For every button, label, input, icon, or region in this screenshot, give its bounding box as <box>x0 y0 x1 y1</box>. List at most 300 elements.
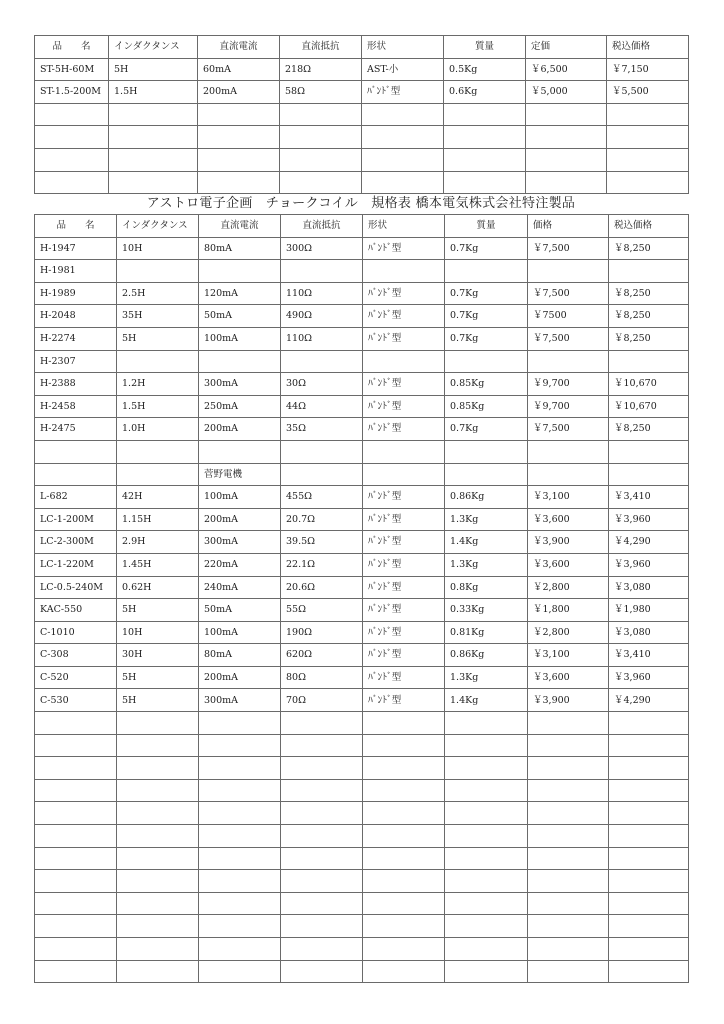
cell-price <box>528 463 609 486</box>
cell-inductance <box>117 825 199 848</box>
cell-shape <box>363 802 445 825</box>
cell-name <box>35 779 117 802</box>
cell-shape <box>363 915 445 938</box>
cell-mass <box>444 148 526 171</box>
cell-shape: ﾊﾞﾝﾄﾞ型 <box>363 689 445 712</box>
cell-shape <box>363 260 445 283</box>
cell-name: H-1989 <box>35 282 117 305</box>
cell-price <box>528 260 609 283</box>
cell-name: KAC-550 <box>35 599 117 622</box>
cell-shape <box>363 960 445 983</box>
cell-price: ￥3,100 <box>528 486 609 509</box>
cell-price: ￥3,600 <box>528 666 609 689</box>
cell-shape <box>362 171 444 194</box>
cell-tax-price <box>609 938 689 961</box>
cell-dc-resistance <box>281 915 363 938</box>
cell-dc-resistance <box>280 171 362 194</box>
cell-inductance <box>117 440 199 463</box>
cell-dc-resistance: 30Ω <box>281 373 363 396</box>
cell-dc-current: 300mA <box>199 689 281 712</box>
cell-shape <box>363 892 445 915</box>
table-row <box>35 508 689 531</box>
cell-mass <box>445 915 528 938</box>
cell-tax-price <box>609 350 689 373</box>
cell-inductance: 1.2H <box>117 373 199 396</box>
cell-dc-current: 100mA <box>199 621 281 644</box>
cell-dc-resistance <box>281 440 363 463</box>
cell-mass <box>445 757 528 780</box>
cell-name <box>35 757 117 780</box>
cell-dc-resistance: 44Ω <box>281 395 363 418</box>
table-row <box>35 757 689 780</box>
cell-inductance: 1.45H <box>117 553 199 576</box>
cell-name: H-2388 <box>35 373 117 396</box>
cell-name <box>35 440 117 463</box>
cell-shape: ﾊﾞﾝﾄﾞ型 <box>363 282 445 305</box>
table-row <box>35 418 689 441</box>
cell-name <box>35 825 117 848</box>
cell-inductance <box>117 960 199 983</box>
cell-mass <box>445 825 528 848</box>
cell-inductance: 2.9H <box>117 531 199 554</box>
cell-dc-current: 50mA <box>199 305 281 328</box>
table-row <box>35 666 689 689</box>
cell-price <box>528 938 609 961</box>
cell-tax-price <box>609 847 689 870</box>
table-row <box>35 282 689 305</box>
cell-shape <box>363 938 445 961</box>
cell-shape <box>362 148 444 171</box>
cell-dc-resistance <box>281 870 363 893</box>
cell-price: ￥7,500 <box>528 327 609 350</box>
cell-tax-price <box>609 892 689 915</box>
cell-name: H-2458 <box>35 395 117 418</box>
cell-price <box>526 171 607 194</box>
cell-price <box>528 870 609 893</box>
cell-price <box>528 960 609 983</box>
cell-tax-price <box>607 126 689 149</box>
cell-shape: ﾊﾞﾝﾄﾞ型 <box>363 508 445 531</box>
cell-price: ￥5,000 <box>526 81 607 104</box>
table-row <box>35 644 689 667</box>
header-dc-resistance: 直流抵抗 <box>281 215 363 238</box>
cell-dc-resistance <box>281 734 363 757</box>
cell-price: ￥6,500 <box>526 58 607 81</box>
cell-price <box>528 825 609 848</box>
cell-tax-price <box>609 870 689 893</box>
cell-dc-current: 200mA <box>199 418 281 441</box>
cell-price <box>528 757 609 780</box>
cell-dc-current <box>199 350 281 373</box>
cell-dc-current <box>199 757 281 780</box>
cell-mass <box>444 126 526 149</box>
cell-mass <box>445 847 528 870</box>
cell-dc-current: 300mA <box>199 373 281 396</box>
table-header-row <box>35 215 689 238</box>
table-row <box>35 938 689 961</box>
cell-mass: 0.6Kg <box>444 81 526 104</box>
cell-dc-resistance <box>280 103 362 126</box>
cell-shape: ﾊﾞﾝﾄﾞ型 <box>363 621 445 644</box>
cell-name <box>35 802 117 825</box>
table-row <box>35 126 689 149</box>
cell-shape: ﾊﾞﾝﾄﾞ型 <box>363 666 445 689</box>
cell-name: H-1947 <box>35 237 117 260</box>
cell-inductance <box>117 938 199 961</box>
cell-price: ￥3,600 <box>528 553 609 576</box>
table-row <box>35 712 689 735</box>
cell-mass <box>445 938 528 961</box>
table-row <box>35 779 689 802</box>
cell-shape: ﾊﾞﾝﾄﾞ型 <box>362 81 444 104</box>
cell-shape: ﾊﾞﾝﾄﾞ型 <box>363 373 445 396</box>
cell-dc-resistance <box>281 938 363 961</box>
cell-dc-current: 120mA <box>199 282 281 305</box>
cell-tax-price: ￥3,960 <box>609 508 689 531</box>
cell-tax-price: ￥4,290 <box>609 689 689 712</box>
cell-shape <box>363 350 445 373</box>
cell-dc-resistance: 58Ω <box>280 81 362 104</box>
cell-name <box>35 712 117 735</box>
cell-dc-resistance <box>281 847 363 870</box>
cell-name: C-308 <box>35 644 117 667</box>
cell-mass: 0.85Kg <box>445 373 528 396</box>
cell-price: ￥9,700 <box>528 395 609 418</box>
cell-shape: ﾊﾞﾝﾄﾞ型 <box>363 531 445 554</box>
cell-dc-resistance: 55Ω <box>281 599 363 622</box>
cell-mass: 0.7Kg <box>445 237 528 260</box>
cell-dc-current: 250mA <box>199 395 281 418</box>
table-row <box>35 171 689 194</box>
header-dc-resistance: 直流抵抗 <box>280 36 362 59</box>
cell-inductance <box>109 171 198 194</box>
header-name: 品 名 <box>35 215 117 238</box>
cell-dc-current: 80mA <box>199 644 281 667</box>
table-row <box>35 463 689 486</box>
cell-mass: 1.3Kg <box>445 553 528 576</box>
cell-shape: ﾊﾞﾝﾄﾞ型 <box>363 395 445 418</box>
cell-tax-price: ￥3,080 <box>609 621 689 644</box>
cell-shape <box>363 463 445 486</box>
cell-dc-current <box>199 915 281 938</box>
cell-dc-resistance: 110Ω <box>281 282 363 305</box>
cell-mass <box>445 779 528 802</box>
cell-mass <box>445 734 528 757</box>
table-row <box>35 237 689 260</box>
table-row <box>35 103 689 126</box>
cell-dc-current: 100mA <box>199 486 281 509</box>
cell-mass: 0.33Kg <box>445 599 528 622</box>
cell-dc-resistance: 70Ω <box>281 689 363 712</box>
cell-inductance <box>117 712 199 735</box>
table-row <box>35 802 689 825</box>
cell-shape <box>363 734 445 757</box>
cell-dc-resistance: 190Ω <box>281 621 363 644</box>
cell-price <box>526 148 607 171</box>
cell-inductance: 1.15H <box>117 508 199 531</box>
cell-price <box>528 712 609 735</box>
cell-price: ￥7500 <box>528 305 609 328</box>
cell-dc-current <box>198 126 280 149</box>
cell-tax-price: ￥3,410 <box>609 644 689 667</box>
cell-price: ￥3,100 <box>528 644 609 667</box>
cell-dc-current: 200mA <box>199 508 281 531</box>
cell-dc-resistance: 300Ω <box>281 237 363 260</box>
cell-inductance: 1.5H <box>117 395 199 418</box>
cell-tax-price <box>609 757 689 780</box>
cell-mass: 0.81Kg <box>445 621 528 644</box>
cell-inductance: 5H <box>117 689 199 712</box>
cell-shape: ﾊﾞﾝﾄﾞ型 <box>363 418 445 441</box>
cell-shape: ﾊﾞﾝﾄﾞ型 <box>363 327 445 350</box>
cell-name: C-1010 <box>35 621 117 644</box>
header-tax-price: 税込価格 <box>607 36 689 59</box>
cell-dc-current: 50mA <box>199 599 281 622</box>
cell-price <box>528 734 609 757</box>
cell-dc-current: 80mA <box>199 237 281 260</box>
cell-name: ST-5H-60M <box>35 58 109 81</box>
cell-inductance <box>117 757 199 780</box>
cell-tax-price <box>607 103 689 126</box>
header-tax-price: 税込価格 <box>609 215 689 238</box>
cell-dc-resistance <box>281 779 363 802</box>
cell-mass <box>444 171 526 194</box>
cell-tax-price: ￥8,250 <box>609 237 689 260</box>
header-shape: 形状 <box>362 36 444 59</box>
cell-price <box>528 802 609 825</box>
cell-dc-current <box>199 734 281 757</box>
cell-inductance <box>117 915 199 938</box>
table-row <box>35 148 689 171</box>
table-row <box>35 553 689 576</box>
cell-dc-resistance: 39.5Ω <box>281 531 363 554</box>
cell-tax-price <box>609 960 689 983</box>
cell-tax-price <box>609 915 689 938</box>
cell-shape <box>363 825 445 848</box>
cell-tax-price: ￥8,250 <box>609 282 689 305</box>
cell-mass <box>444 103 526 126</box>
cell-shape: ﾊﾞﾝﾄﾞ型 <box>363 305 445 328</box>
cell-dc-resistance: 22.1Ω <box>281 553 363 576</box>
cell-dc-current <box>199 802 281 825</box>
cell-dc-current: 200mA <box>198 81 280 104</box>
cell-price: ￥7,500 <box>528 418 609 441</box>
header-mass: 質量 <box>444 36 526 59</box>
cell-name: C-520 <box>35 666 117 689</box>
cell-mass <box>445 870 528 893</box>
cell-shape <box>363 440 445 463</box>
cell-shape: ﾊﾞﾝﾄﾞ型 <box>363 599 445 622</box>
document-title: アストロ電子企画 チョークコイル 規格表 橋本電気株式会社特注製品 <box>146 196 576 211</box>
cell-inductance: 10H <box>117 237 199 260</box>
cell-price <box>528 350 609 373</box>
cell-mass: 0.5Kg <box>444 58 526 81</box>
cell-inductance <box>117 260 199 283</box>
cell-dc-current: 220mA <box>199 553 281 576</box>
cell-name <box>35 870 117 893</box>
cell-dc-resistance <box>281 350 363 373</box>
table-row <box>35 960 689 983</box>
table-row <box>35 847 689 870</box>
cell-inductance <box>117 870 199 893</box>
cell-tax-price: ￥3,080 <box>609 576 689 599</box>
cell-tax-price: ￥8,250 <box>609 327 689 350</box>
table-row <box>35 915 689 938</box>
cell-dc-resistance: 110Ω <box>281 327 363 350</box>
header-dc-current: 直流電流 <box>198 36 280 59</box>
cell-dc-resistance <box>281 463 363 486</box>
cell-inductance: 42H <box>117 486 199 509</box>
cell-mass <box>445 350 528 373</box>
cell-price: ￥7,500 <box>528 237 609 260</box>
header-inductance: インダクタンス <box>117 215 199 238</box>
cell-shape: ﾊﾞﾝﾄﾞ型 <box>363 486 445 509</box>
table-header-row <box>35 36 689 59</box>
table-row <box>35 486 689 509</box>
cell-shape: ﾊﾞﾝﾄﾞ型 <box>363 576 445 599</box>
cell-dc-resistance <box>281 825 363 848</box>
cell-dc-current <box>199 779 281 802</box>
cell-shape: ﾊﾞﾝﾄﾞ型 <box>363 644 445 667</box>
cell-name: H-2475 <box>35 418 117 441</box>
cell-dc-resistance <box>280 126 362 149</box>
cell-dc-current <box>199 712 281 735</box>
cell-dc-current <box>198 171 280 194</box>
cell-tax-price: ￥3,960 <box>609 553 689 576</box>
cell-mass: 0.7Kg <box>445 305 528 328</box>
table-row <box>35 373 689 396</box>
cell-tax-price <box>607 148 689 171</box>
cell-dc-current: 240mA <box>199 576 281 599</box>
cell-mass: 1.3Kg <box>445 666 528 689</box>
table-body <box>35 237 689 983</box>
cell-inductance: 2.5H <box>117 282 199 305</box>
cell-dc-current: 菅野電機 <box>199 463 281 486</box>
cell-name <box>35 847 117 870</box>
cell-tax-price: ￥5,500 <box>607 81 689 104</box>
cell-mass <box>445 260 528 283</box>
cell-tax-price <box>609 734 689 757</box>
header-dc-current: 直流電流 <box>199 215 281 238</box>
cell-inductance: 0.62H <box>117 576 199 599</box>
cell-price: ￥3,900 <box>528 689 609 712</box>
table-row <box>35 81 689 104</box>
table-row <box>35 734 689 757</box>
cell-tax-price <box>607 171 689 194</box>
cell-mass: 0.8Kg <box>445 576 528 599</box>
cell-tax-price: ￥10,670 <box>609 395 689 418</box>
cell-name: H-2274 <box>35 327 117 350</box>
cell-dc-current: 300mA <box>199 531 281 554</box>
cell-inductance <box>117 892 199 915</box>
cell-shape <box>363 712 445 735</box>
cell-dc-current: 60mA <box>198 58 280 81</box>
cell-tax-price <box>609 260 689 283</box>
cell-dc-resistance: 80Ω <box>281 666 363 689</box>
cell-shape <box>362 126 444 149</box>
table-body <box>35 58 689 194</box>
cell-inductance <box>109 148 198 171</box>
cell-mass <box>445 892 528 915</box>
cell-shape: ﾊﾞﾝﾄﾞ型 <box>363 553 445 576</box>
cell-dc-resistance: 490Ω <box>281 305 363 328</box>
cell-price <box>528 915 609 938</box>
cell-inductance <box>109 103 198 126</box>
cell-dc-current <box>199 870 281 893</box>
cell-inductance <box>117 734 199 757</box>
cell-name: LC-1-200M <box>35 508 117 531</box>
cell-mass <box>445 960 528 983</box>
table-row <box>35 892 689 915</box>
cell-tax-price: ￥3,960 <box>609 666 689 689</box>
table-row <box>35 576 689 599</box>
cell-dc-current: 100mA <box>199 327 281 350</box>
cell-inductance: 5H <box>117 327 199 350</box>
cell-mass <box>445 802 528 825</box>
cell-name <box>35 938 117 961</box>
cell-name <box>35 171 109 194</box>
cell-inductance: 5H <box>117 599 199 622</box>
cell-tax-price: ￥8,250 <box>609 418 689 441</box>
cell-price: ￥1,800 <box>528 599 609 622</box>
header-list-price: 定価 <box>526 36 607 59</box>
cell-price: ￥3,600 <box>528 508 609 531</box>
table-row <box>35 689 689 712</box>
cell-tax-price: ￥1,980 <box>609 599 689 622</box>
cell-dc-current <box>199 847 281 870</box>
cell-shape: AST-小 <box>362 58 444 81</box>
cell-tax-price <box>609 802 689 825</box>
cell-tax-price: ￥8,250 <box>609 305 689 328</box>
cell-name <box>35 892 117 915</box>
cell-inductance <box>117 802 199 825</box>
cell-dc-current <box>199 938 281 961</box>
cell-tax-price <box>609 463 689 486</box>
cell-dc-resistance <box>281 802 363 825</box>
table-row <box>35 350 689 373</box>
cell-inductance <box>117 779 199 802</box>
cell-tax-price: ￥4,290 <box>609 531 689 554</box>
cell-mass: 1.4Kg <box>445 689 528 712</box>
header-inductance: インダクタンス <box>109 36 198 59</box>
cell-price: ￥2,800 <box>528 621 609 644</box>
cell-mass <box>445 463 528 486</box>
cell-name <box>35 148 109 171</box>
cell-mass: 0.86Kg <box>445 644 528 667</box>
cell-inductance <box>117 350 199 373</box>
cell-dc-resistance: 20.6Ω <box>281 576 363 599</box>
cell-tax-price <box>609 712 689 735</box>
header-name: 品 名 <box>35 36 109 59</box>
cell-name: H-1981 <box>35 260 117 283</box>
cell-price <box>526 103 607 126</box>
cell-shape <box>363 757 445 780</box>
cell-shape <box>363 847 445 870</box>
cell-name: H-2307 <box>35 350 117 373</box>
cell-mass: 0.85Kg <box>445 395 528 418</box>
spec-table-main <box>34 214 689 983</box>
cell-name: ST-1.5-200M <box>35 81 109 104</box>
cell-dc-resistance: 20.7Ω <box>281 508 363 531</box>
cell-tax-price <box>609 440 689 463</box>
cell-price: ￥9,700 <box>528 373 609 396</box>
cell-inductance: 1.5H <box>109 81 198 104</box>
cell-dc-resistance: 218Ω <box>280 58 362 81</box>
table-row <box>35 870 689 893</box>
cell-price <box>528 847 609 870</box>
cell-price: ￥7,500 <box>528 282 609 305</box>
cell-name: H-2048 <box>35 305 117 328</box>
